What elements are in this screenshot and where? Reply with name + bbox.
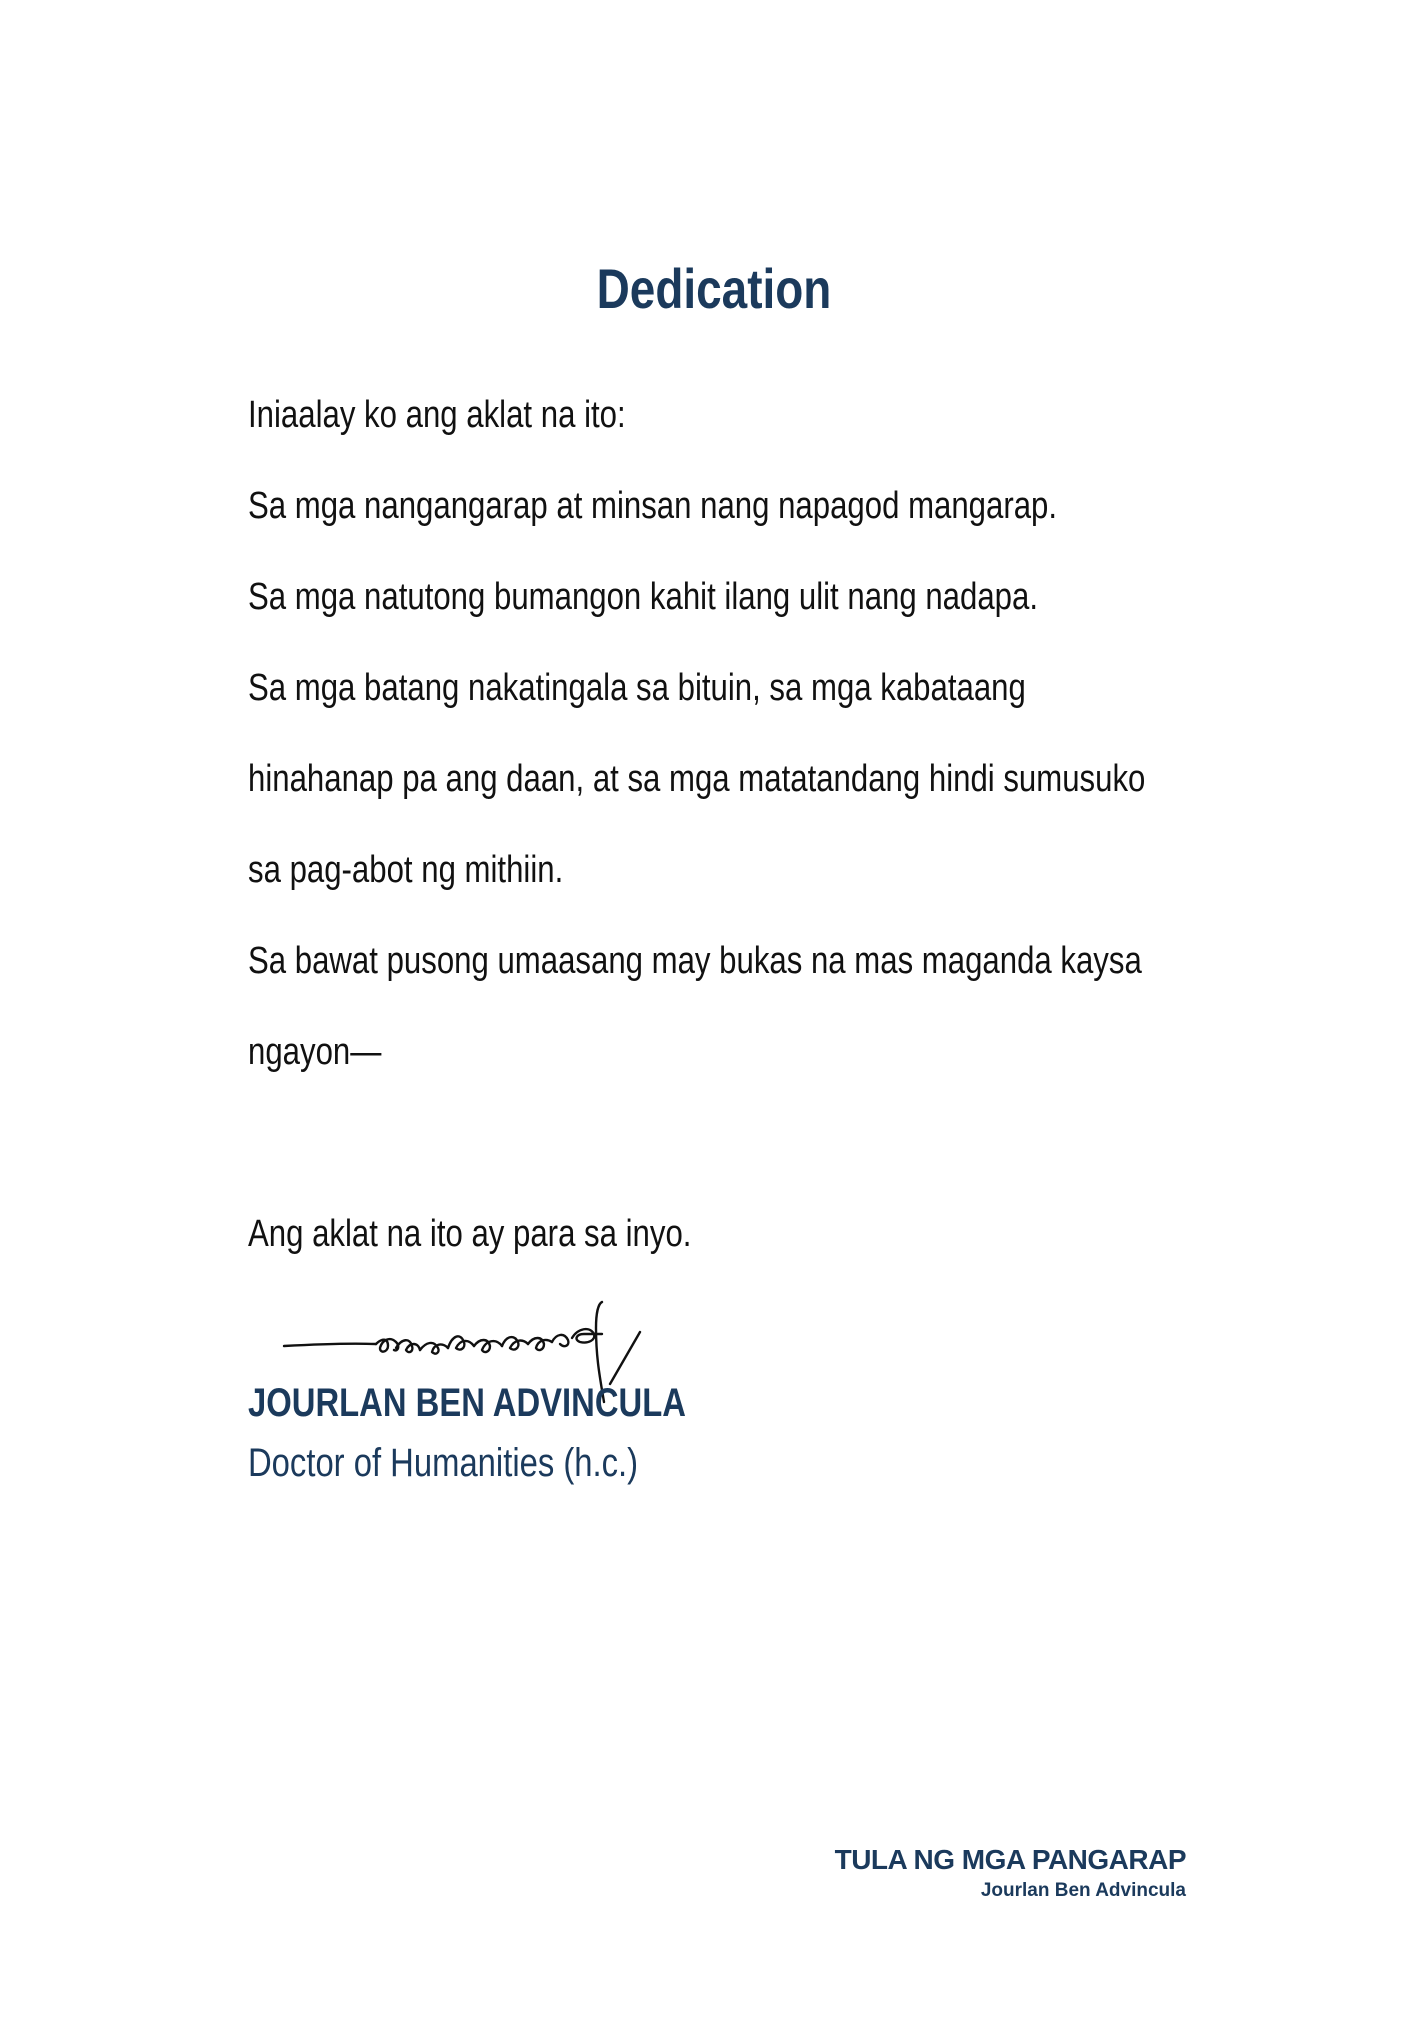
- closing-line: Ang aklat na ito ay para sa inyo.: [248, 1213, 692, 1255]
- dedication-line: hinahanap pa ang daan, at sa mga matatandang hindi sumusuko: [248, 758, 1146, 800]
- dedication-line: Sa mga natutong bumangon kahit ilang ulit nang nadapa.: [248, 576, 1038, 618]
- author-name: JOURLAN BEN ADVINCULA: [248, 1381, 686, 1425]
- footer-book-author: Jourlan Ben Advincula: [980, 1880, 1186, 1901]
- page-title: Dedication: [596, 257, 832, 320]
- book-footer: [835, 1842, 1186, 1904]
- author-credential: Doctor of Humanities (h.c.): [248, 1441, 639, 1485]
- footer-book-title: TULA NG MGA PANGARAP: [834, 1844, 1186, 1875]
- dedication-line: sa pag-abot ng mithiin.: [248, 849, 564, 891]
- dedication-line: Iniaalay ko ang aklat na ito:: [248, 394, 626, 436]
- paragraph-gap: [248, 1098, 1186, 1189]
- dedication-line: Sa mga batang nakatingala sa bituin, sa mga kabataang: [248, 667, 1026, 709]
- dedication-line: Sa mga nangangarap at minsan nang napagod mangarap.: [248, 485, 1058, 527]
- dedication-line: ngayon—: [248, 1031, 382, 1073]
- dedication-body: [248, 370, 1186, 1280]
- dedication-line: Sa bawat pusong umaasang may bukas na mas maganda kaysa: [248, 940, 1142, 982]
